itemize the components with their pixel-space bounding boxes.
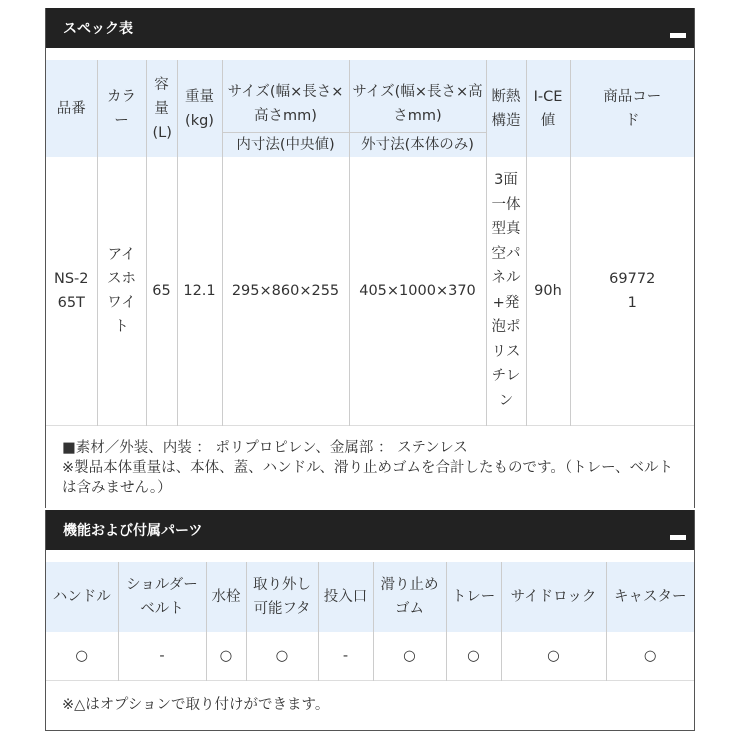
cell-code: 697721 <box>609 270 656 311</box>
cell-inner-size: 295×860×255 <box>222 157 349 425</box>
feature-value: ○ <box>206 632 246 680</box>
cell-outer-size: 405×1000×370 <box>349 157 486 425</box>
feature-header: ショルダーベルト <box>126 577 198 617</box>
spec-table <box>46 60 694 426</box>
feature-header: 取り外し可能フタ <box>253 577 311 617</box>
cell-capacity: 65 <box>146 157 177 425</box>
feature-value: - <box>318 632 373 680</box>
features-table <box>46 562 694 681</box>
spec-notes <box>46 426 694 508</box>
cell-insulation: 3面一体型真空パネル+発泡ポリスチレン <box>491 172 521 409</box>
features-title: 機能および付属パーツ <box>63 523 203 539</box>
header-ice: I-CE値 <box>533 88 563 129</box>
note-weight: ※製品本体重量は、本体、蓋、ハンドル、滑り止めゴムを合計したものです。（トレー、ベルトは含みません。） <box>62 459 673 496</box>
header-color: カラー <box>107 88 136 129</box>
feature-header: トレー <box>446 562 501 632</box>
header-model: 品番 <box>46 60 97 157</box>
table-row <box>46 157 694 425</box>
feature-value: ○ <box>606 632 694 680</box>
subheader-outer: 外寸法(本体のみ) <box>349 132 486 157</box>
collapse-icon[interactable] <box>670 535 686 540</box>
spec-section <box>45 8 695 508</box>
feature-value: ○ <box>75 647 89 664</box>
spec-title: スペック表 <box>63 21 133 37</box>
feature-header: ハンドル <box>46 562 118 632</box>
cell-color: アイスホワイト <box>107 246 136 335</box>
table-row <box>46 632 694 680</box>
feature-header: キャスター <box>606 562 694 632</box>
feature-value: ○ <box>373 632 446 680</box>
header-inner-size: サイズ(幅×長さ×高さmm) <box>222 60 349 132</box>
feature-header: サイドロック <box>501 562 606 632</box>
note-material: ■素材／外装、内装 ： ポリプロピレン、金属部 ： ステンレス <box>62 439 468 456</box>
feature-value: - <box>118 632 206 680</box>
cell-ice: 90h <box>526 157 570 425</box>
cell-model: NS-265T <box>53 270 89 311</box>
collapse-icon[interactable] <box>670 33 686 38</box>
header-code: 商品コード <box>603 88 662 129</box>
header-outer-size: サイズ(幅×長さ×高さmm) <box>349 60 486 132</box>
feature-header: 投入口 <box>318 562 373 632</box>
subheader-inner: 内寸法(中央値) <box>222 132 349 157</box>
spec-header-bar <box>46 8 694 48</box>
header-capacity: 容量(L) <box>152 76 172 141</box>
feature-value: ○ <box>246 632 318 680</box>
feature-value: ○ <box>501 632 606 680</box>
feature-value: ○ <box>446 632 501 680</box>
cell-weight: 12.1 <box>177 157 222 425</box>
header-insulation: 断熱構造 <box>491 88 521 129</box>
features-header-bar <box>46 510 694 550</box>
header-weight: 重量(kg) <box>185 88 214 129</box>
features-note: ※△はオプションで取り付けができます。 <box>46 681 694 731</box>
feature-header: 滑り止めゴム <box>380 577 439 617</box>
features-section <box>45 510 695 731</box>
feature-header: 水栓 <box>206 562 246 632</box>
